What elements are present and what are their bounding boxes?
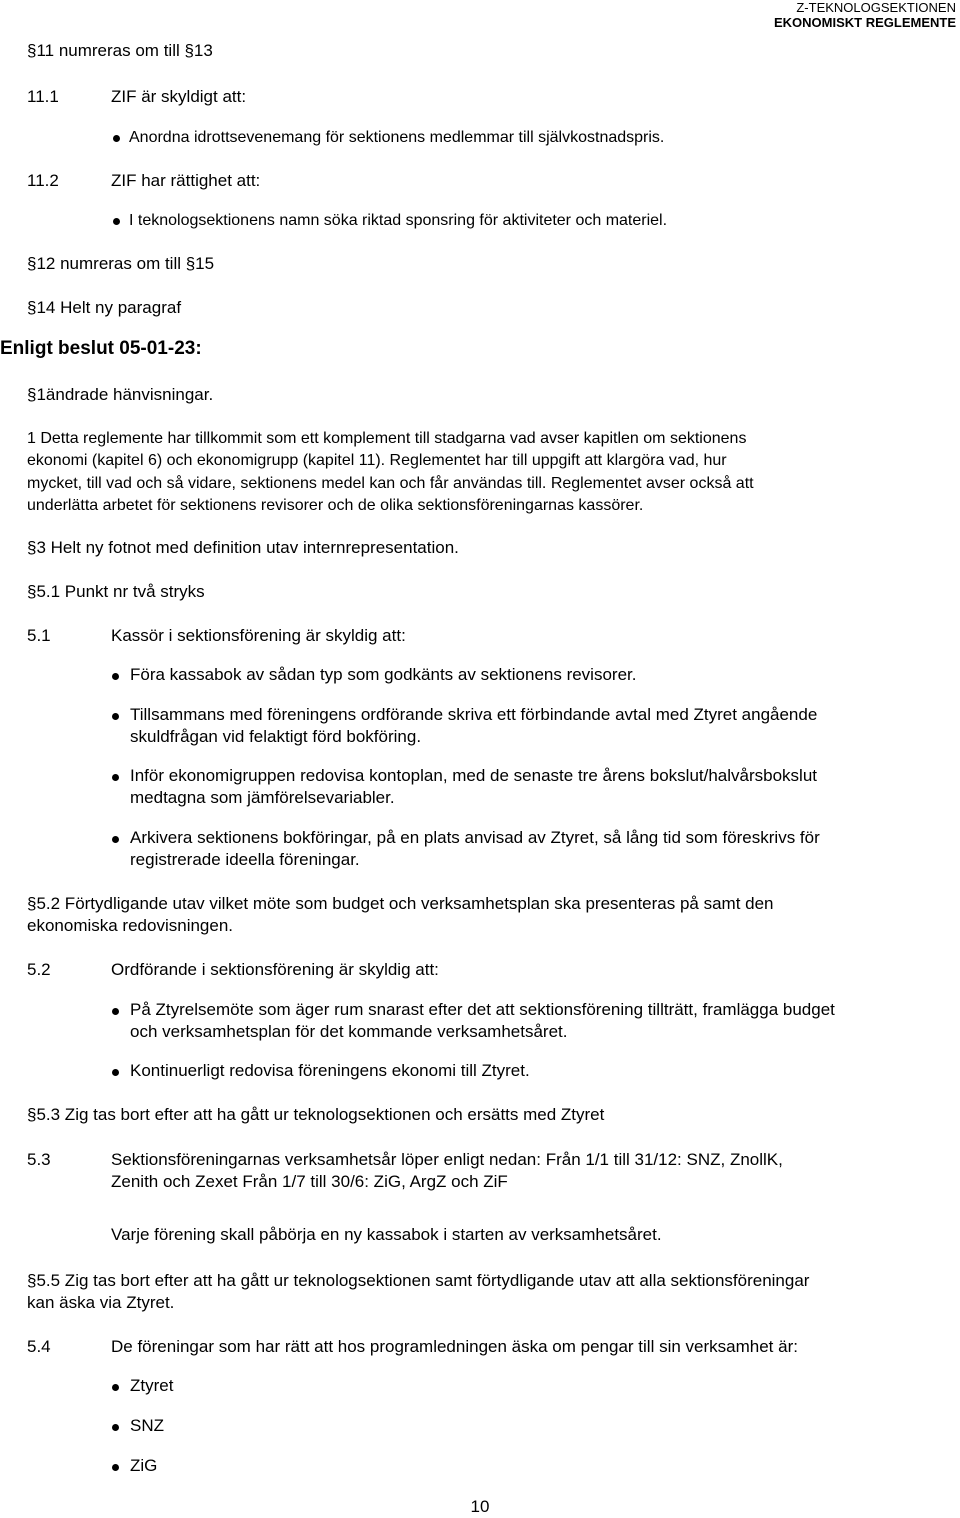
section-number-11-2: 11.2: [27, 171, 59, 190]
section-text-5-2: Ordförande i sektionsförening är skyldig att:: [111, 960, 439, 979]
list-item: Arkivera sektionens bokföringar, på en plats anvisad av Ztyret, så lång tid som föreskrivs för: [130, 828, 820, 847]
paragraph-line: underlätta arbetet för sektionens revisorer och de olika sektionsföreningarnas kassörer.: [27, 497, 644, 514]
header-doc-title: EKONOMISKT REGLEMENTE: [773, 15, 956, 30]
section-text-5-3: Sektionsföreningarnas verksamhetsår löper enligt nedan: Från 1/1 till 31/12: SNZ, ZnollK,: [111, 1150, 783, 1169]
paragraph-line: 1 Detta reglemente har tillkommit som ett komplement till stadgarna vad avser kapitlen om sektionens: [27, 430, 747, 447]
bullet-icon: [112, 1069, 119, 1076]
list-item-continuation: medtagna som jämförelsevariabler.: [130, 788, 395, 807]
footnote-3-note: §3 Helt ny fotnot med definition utav internrepresentation.: [27, 538, 459, 557]
section-number-11-1: 11.1: [27, 87, 59, 106]
note-5-2: §5.2 Förtydligande utav vilket möte som budget och verksamhetsplan ska presenteras på samt den: [27, 894, 774, 913]
section-number-5-2: 5.2: [27, 960, 51, 979]
list-item-continuation: och verksamhetsplan för det kommande verksamhetsåret.: [130, 1022, 568, 1041]
list-item-continuation: registrerade ideella föreningar.: [130, 850, 360, 869]
bullet-icon: [112, 774, 119, 781]
list-item: Ztyret: [130, 1376, 174, 1395]
note-5-5-continuation: kan äska via Ztyret.: [27, 1293, 175, 1312]
section-text-11-2: ZIF har rättighet att:: [111, 171, 261, 190]
paragraph-line: mycket, till vad och så vidare, sektionens medel kan och får användas till. Reglementet avser också att: [27, 475, 754, 492]
note-5-2-continuation: ekonomiska redovisningen.: [27, 916, 234, 935]
section-text-5-3-continuation: Zenith och Zexet Från 1/7 till 30/6: ZiG, ArgZ och ZiF: [111, 1172, 508, 1191]
list-item: ZiG: [130, 1456, 158, 1475]
header-org: Z-TEKNOLOGSEKTIONEN: [796, 0, 956, 15]
new-paragraph-14: §14 Helt ny paragraf: [27, 298, 182, 317]
list-item-continuation: skuldfrågan vid felaktigt förd bokföring.: [130, 727, 422, 746]
changed-references: §1ändrade hänvisningar.: [27, 385, 214, 404]
section-text-5-4: De föreningar som har rätt att hos programledningen äska om pengar till sin verksamhet är:: [111, 1337, 798, 1356]
list-item: Anordna idrottsevenemang för sektionens medlemmar till självkostnadspris.: [129, 129, 665, 146]
page-number: 10: [470, 1497, 490, 1516]
note-5-1: §5.1 Punkt nr två stryks: [27, 582, 205, 601]
bullet-icon: [113, 135, 120, 142]
section-number-5-1: 5.1: [27, 626, 51, 645]
bullet-icon: [112, 1008, 119, 1015]
list-item: Föra kassabok av sådan typ som godkänts av sektionens revisorer.: [130, 665, 637, 684]
list-item: På Ztyrelsemöte som äger rum snarast efter det att sektionsförening tillträtt, framlägga budget: [130, 1000, 835, 1019]
section-number-5-3: 5.3: [27, 1150, 51, 1169]
bullet-icon: [112, 673, 119, 680]
bullet-icon: [112, 836, 119, 843]
section-text-5-3-extra: Varje förening skall påbörja en ny kassabok i starten av verksamhetsåret.: [111, 1225, 662, 1244]
bullet-icon: [112, 713, 119, 720]
list-item: Tillsammans med föreningens ordförande skriva ett förbindande avtal med Ztyret angående: [130, 705, 818, 724]
bullet-icon: [112, 1384, 119, 1391]
section-text-5-1: Kassör i sektionsförening är skyldig att:: [111, 626, 406, 645]
renumber-12: §12 numreras om till §15: [27, 254, 215, 273]
list-item: I teknologsektionens namn söka riktad sponsring för aktiviteter och materiel.: [129, 212, 668, 229]
list-item: SNZ: [130, 1416, 164, 1435]
bullet-icon: [113, 218, 120, 225]
section-text-11-1: ZIF är skyldigt att:: [111, 87, 247, 106]
bullet-icon: [112, 1464, 119, 1471]
section-number-5-4: 5.4: [27, 1337, 51, 1356]
list-item: Inför ekonomigruppen redovisa kontoplan, med de senaste tre årens bokslut/halvårsbokslut: [130, 766, 818, 785]
bullet-icon: [112, 1424, 119, 1431]
decision-heading: Enligt beslut 05-01-23:: [0, 338, 202, 359]
note-5-5: §5.5 Zig tas bort efter att ha gått ur teknologsektionen samt förtydligande utav att alla sektionsföreningar: [27, 1271, 810, 1290]
note-5-3: §5.3 Zig tas bort efter att ha gått ur teknologsektionen och ersätts med Ztyret: [27, 1105, 605, 1124]
paragraph-line: ekonomi (kapitel 6) och ekonomigrupp (kapitel 11). Reglementet har till uppgift att klargöra vad, hur: [27, 452, 727, 469]
list-item: Kontinuerligt redovisa föreningens ekonomi till Ztyret.: [130, 1061, 530, 1080]
renumber-11: §11 numreras om till §13: [27, 41, 213, 60]
